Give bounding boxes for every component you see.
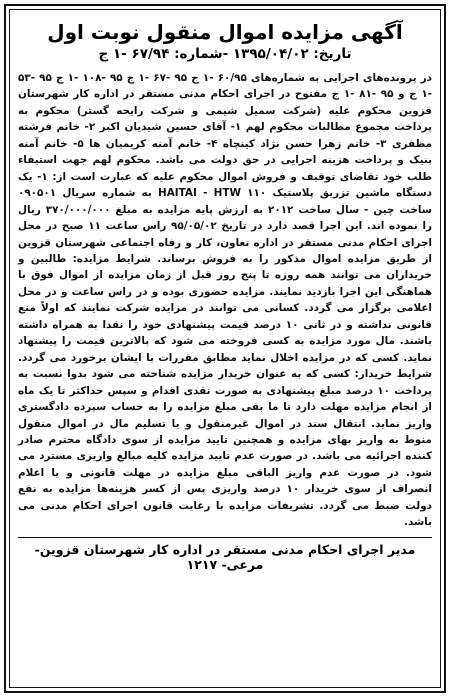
- notice-body: در پرونده‌های اجرایی به شماره‌های ۶۰/۹۵ -۱ ج ۹۵ -۶۷ -۱ ج ۹۵ -۱۰۸ -۱ ج ۹۵ -۵۳ -۱ ج و ۹۵ -۸۱ -۱ ج مفتوح در اجرای احکام مدنی مستقر در اداره کار شهرستان قزوین محکوم علیه (شرکت سمیل شیمی و شرکت رایحه گستر) محکوم به پرداخت مجموع مطالبات محکوم لهم ۱- آقای حسین شیدیان اکبر ۲- خانم فرشته مظفری ۳- خانم زهرا حسن نژاد کینچاه ۴- خانم آمنه کریمیان ها ۵- خانم آمنه بنیک و پرداخت هزینه اجرایی در حق دولت می باشد. محکوم لهم جهت استیفاء طلب خود تقاضای توقیف و فروش اموال محکوم علیه که عبارت است از: ۱- یک دستگاه ماشین تزریق پلاستیک HAITAI - HTW ۱۱۰ به شماره سریال ۰۹۰۵۰۱ ساخت چین - سال ساخت ۲۰۱۲ به ارزش پایه مزایده به مبلغ ۳۷۰/۰۰۰/۰۰۰ ریال را نموده اند. این اجرا قصد دارد در تاریخ ۹۵/۰۵/۰۲ راس ساعت ۱۱ صبح در محل اجرای احکام مدنی مستقر در اداره تعاون، کار و رفاه اجتماعی شهرستان قزوین از طریق مزایده اموال مذکور را به فروش برساند. شرایط مزایده: طالبین و خریداران می توانند همه روزه تا پنج روز قبل از زمان مزایده از اموال فوق با هماهنگی این اجرا بازدید نمایند. مزایده حضوری بوده و در راس ساعت و در محل اعلامی برگزار می گردد. کسانی می توانند در مزایده شرکت نمایند که اولاً منع قانونی نداشته و در ثانی ۱۰ درصد قیمت پیشنهادی خود را نقدا به همراه داشته باشند. مال مورد مزایده به کسی فروخته می شود که بالاترین قیمت را پیشنهاد نماید. کسی که در مزایده اخلال نماید مطابق مقررات با ایشان برخورد می گردد. شرایط خریدار: کسی که به عنوان خریدار مزایده شناخته می شود بدوا نسبت به پرداخت ۱۰ درصد مبلغ پیشنهادی به صورت نقدی اقدام و سپس حداکثر تا یک ماه از انجام مزایده مهلت دارد تا ما بقی مبلغ مزایده را به حساب سپرده دادگستری واریز نماید. انتقال سند در اموال غیرمنقول و یا تسلیم مال در اموال منقول منوط به واریز بهای مزایده و همچنین تایید مزایده از سوی دادگاه محترم صادر کننده اجرائیه می باشد. در صورت عدم تایید مزایده کلیه مبالغ واریزی مسترد می شود. در صورت عدم واریز الباقی مبلغ مزایده در مهلت قانونی و یا اعلام انصراف از سوی خریدار ۱۰ درصد واریزی پس از کسر هزینه‌ها مزایده به نفع دولت ضبط می گردد. تشریفات مزایده با رعایت قانون اجرای احکام مدنی می باشد.: [18, 72, 433, 529]
- notice-title: آگهی مزایده اموال منقول نوبت اول: [47, 20, 403, 44]
- signature-line: مدیر اجرای احکام مدنی مستقر در اداره کار شهرستان قزوین- مرعی- ۱۲۱۷: [34, 541, 416, 572]
- notice-frame: [4, 4, 446, 693]
- date-number-line: تاریخ: ۱۳۹۵/۰۴/۰۲ -شماره: ۶۷/۹۴ -۱ ج: [98, 46, 352, 62]
- footer-divider: [18, 537, 432, 538]
- notice-content: [9, 9, 441, 688]
